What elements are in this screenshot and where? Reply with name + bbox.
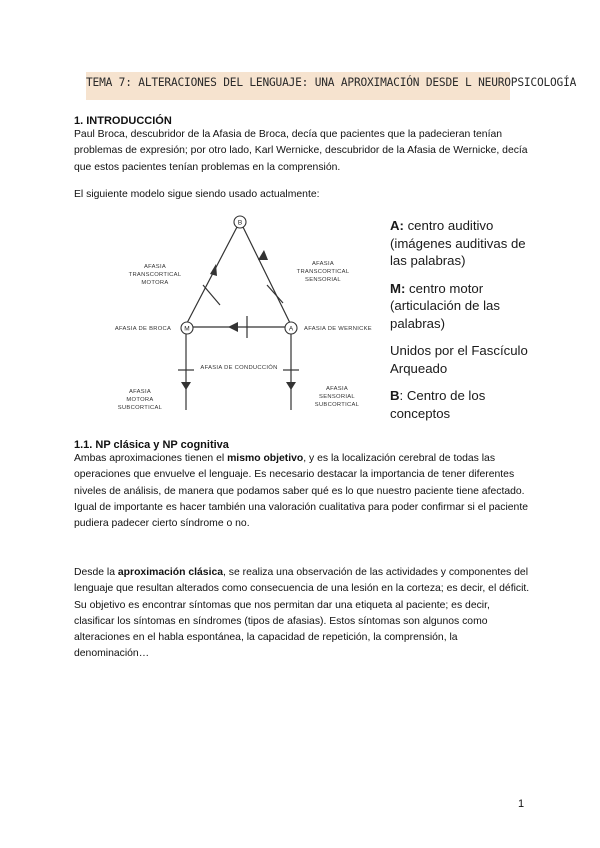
- arrow-b-to-m: [210, 264, 217, 276]
- label-broca: AFASIA DE BROCA: [114, 326, 172, 332]
- label-sensorial-sub-3: SUBCORTICAL: [314, 402, 360, 408]
- page-title: TEMA 7: ALTERACIONES DEL LENGUAJE: UNA APROXIMACIÓN DESDE L NEUROPSICOLOGÍA: [86, 76, 577, 89]
- label-tc-sensorial-3: SENSORIAL: [305, 277, 341, 283]
- legend-unidos: Unidos por el Fascículo Arqueado: [390, 343, 528, 376]
- intro-paragraph: Paul Broca, descubridor de la Afasia de Broca, decía que pacientes que la padecieran tenían problemas de expresión; por otro lado, Karl Wernicke, descubridor de la Afasia de Wernicke, decía que estos pacientes tenían problemas en la comprensión.: [74, 129, 528, 173]
- section-heading-introduccion: 1. INTRODUCCIÓN: [74, 115, 172, 127]
- node-a-label: A: [288, 325, 294, 333]
- language-model-diagram: [100, 210, 390, 435]
- label-tc-motora-1: AFASIA: [143, 264, 167, 270]
- label-motora-sub-1: AFASIA: [128, 389, 152, 395]
- arrow-a-to-m: [228, 322, 238, 332]
- arrow-a-to-b: [258, 250, 268, 260]
- label-tc-sensorial-1: AFASIA: [311, 261, 335, 267]
- label-tc-motora-3: MOTORA: [141, 280, 169, 286]
- diagram-legend: [390, 217, 530, 432]
- model-intro-paragraph: El siguiente modelo sigue siendo usado actualmente:: [74, 189, 320, 200]
- label-tc-motora-2: TRANSCORTICAL: [128, 272, 182, 278]
- legend-b: B: Centro de los conceptos: [390, 388, 486, 421]
- label-motora-sub-3: SUBCORTICAL: [117, 405, 163, 411]
- np-paragraph-1: Ambas aproximaciones tienen el mismo objetivo, y es la localización cerebral de todas las operaciones que envuelve el lenguaje. Es necesario destacar la importancia de tener diferentes niveles de análisis, de manera que podamos saber qué es lo que nuestro paciente tiene afectado. Igual de importante es hacer también una valoración cualitativa para poder confirmar si el paciente pudiera padecer cierto síndrome o no.: [74, 453, 528, 530]
- label-tc-sensorial-2: TRANSCORTICAL: [296, 269, 350, 275]
- node-b-label: B: [237, 219, 243, 227]
- edge-b-a: [243, 227, 290, 323]
- arrow-m-down: [181, 382, 191, 390]
- label-sensorial-sub-1: AFASIA: [325, 386, 349, 392]
- edge-b-m: [187, 227, 237, 323]
- arrow-a-down: [286, 382, 296, 390]
- label-wernicke: AFASIA DE WERNICKE: [304, 326, 372, 332]
- section-heading-np: 1.1. NP clásica y NP cognitiva: [74, 439, 229, 451]
- lesion-tick-tc-sensorial: [267, 285, 283, 303]
- label-sensorial-sub-2: SENSORIAL: [319, 394, 355, 400]
- legend-m: M: centro motor (articulación de las palabras): [390, 280, 500, 331]
- label-motora-sub-2: MOTORA: [126, 397, 154, 403]
- page-number: 1: [518, 798, 525, 810]
- lesion-tick-tc-motora: [203, 285, 220, 305]
- legend-a: A: centro auditivo (imágenes auditivas de las palabras): [390, 218, 526, 268]
- np-paragraph-2: Desde la aproximación clásica, se realiza una observación de las actividades y componentes del lenguaje que resultan alterados como consecuencia de una lesión en la corteza; es decir, el déficit. Su objetivo es encontrar síntomas que nos permitan dar una etiqueta al paciente; es decir, clasificar los síntomas en síndromes (tipos de afasias). Estos síntomas son algunos como alteraciones en el habla espontánea, la capacidad de repetición, la comprensión, la denominación…: [74, 567, 530, 660]
- node-m-label: M: [184, 325, 190, 333]
- label-conduccion: AFASIA DE CONDUCCIÓN: [200, 365, 278, 371]
